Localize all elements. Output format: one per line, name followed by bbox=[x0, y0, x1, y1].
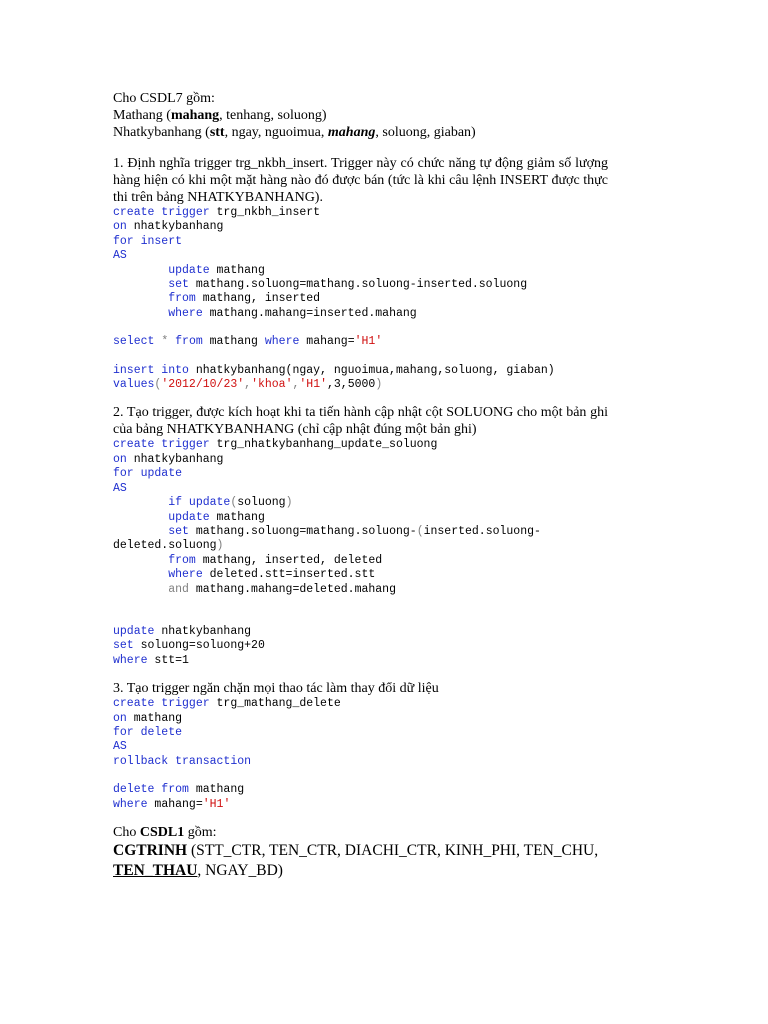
code-line: update mathang bbox=[168, 263, 265, 277]
question-3-text: 3. Tạo trigger ngăn chặn mọi thao tác làm thay đổi dữ liệu bbox=[113, 681, 439, 697]
foreign-key: mahang bbox=[327, 125, 376, 140]
code-line: for delete bbox=[113, 725, 183, 739]
code-line: create trigger trg_mathang_delete bbox=[113, 697, 341, 711]
code-line: where mahang='H1' bbox=[113, 797, 231, 811]
code-line: where deleted.stt=inserted.stt bbox=[168, 568, 376, 582]
primary-key: stt bbox=[209, 125, 225, 140]
schema-nhatkybanhang bbox=[113, 124, 713, 141]
code-line: create trigger trg_nkbh_insert bbox=[113, 206, 321, 219]
code-line: where stt=1 bbox=[113, 653, 189, 667]
code-line: values('2012/10/23','khoa','H1',3,5000) bbox=[113, 378, 383, 392]
schema-text: (STT_CTR, TEN_CTR, DIACHI_CTR, KINH_PHI, TEN_CHU, bbox=[187, 842, 599, 859]
code-line: on mathang bbox=[113, 711, 183, 725]
code-line: AS bbox=[113, 740, 127, 754]
schema-text: , tenhang, soluong) bbox=[219, 108, 327, 123]
csdl1-heading bbox=[113, 824, 713, 841]
code-block-3 bbox=[113, 697, 713, 812]
code-block-1 bbox=[113, 206, 713, 392]
code-line: from mathang, inserted bbox=[168, 292, 321, 306]
code-line: rollback transaction bbox=[113, 754, 252, 768]
code-line: AS bbox=[113, 481, 127, 495]
code-line: set soluong=soluong+20 bbox=[113, 639, 265, 653]
question-1-text: 1. Định nghĩa trigger trg_nkbh_insert. Trigger này có chức năng tự động giảm số lượng hàng hiện có khi một mặt hàng nào đó được bán (tức là khi câu lệnh INSERT được thực thi trên bảng NHATKYBANHANG). bbox=[113, 156, 608, 205]
code-line: on nhatkybanhang bbox=[113, 452, 224, 466]
heading-text: gồm: bbox=[184, 825, 217, 840]
schema-text: Nhatkybanhang ( bbox=[113, 125, 210, 140]
code-line: on nhatkybanhang bbox=[113, 220, 224, 234]
question-2-text: 2. Tạo trigger, được kích hoạt khi ta tiến hành cập nhật cột SOLUONG cho một bản ghi của bảng NHATKYBANHANG (chỉ cập nhật đúng một bản ghi) bbox=[113, 405, 608, 438]
code-line: select * from mathang where mahang='H1' bbox=[113, 335, 383, 349]
schema-cgtrinh-cont bbox=[113, 861, 713, 881]
code-line: set mathang.soluong=mathang.soluong-inserted.soluong bbox=[168, 278, 528, 292]
code-line: for insert bbox=[113, 234, 183, 248]
database-name: CSDL1 bbox=[139, 825, 185, 840]
code-line: insert into nhatkybanhang(ngay, nguoimua,mahang,soluong, giaban) bbox=[113, 363, 555, 377]
code-line: if update(soluong) bbox=[168, 496, 293, 510]
code-line: create trigger trg_nhatkybanhang_update_soluong bbox=[113, 438, 438, 452]
document-page bbox=[113, 90, 713, 881]
schema-cgtrinh bbox=[113, 841, 713, 861]
heading-text: Cho bbox=[113, 825, 140, 840]
schema-text: , NGAY_BD) bbox=[197, 862, 283, 879]
code-line: delete from mathang bbox=[113, 783, 245, 797]
code-line: and mathang.mahang=deleted.mahang bbox=[168, 582, 396, 596]
code-line: AS bbox=[113, 249, 127, 263]
code-block-2 bbox=[113, 438, 713, 668]
schema-text: Mathang ( bbox=[113, 108, 171, 123]
schema-mathang bbox=[113, 107, 713, 124]
code-line: update mathang bbox=[168, 510, 265, 524]
primary-key: TEN_THAU bbox=[113, 862, 198, 879]
code-line: update nhatkybanhang bbox=[113, 624, 252, 638]
code-line: from mathang, inserted, deleted bbox=[168, 553, 383, 567]
intro-line: Cho CSDL7 gồm: bbox=[113, 91, 215, 106]
code-line: where mathang.mahang=inserted.mahang bbox=[168, 306, 417, 320]
code-line: for update bbox=[113, 467, 183, 481]
table-name: CGTRINH bbox=[113, 842, 188, 859]
schema-text: , soluong, giaban) bbox=[375, 125, 476, 140]
code-line: deleted.soluong) bbox=[113, 539, 224, 553]
primary-key: mahang bbox=[170, 108, 220, 123]
code-line: set mathang.soluong=mathang.soluong-(inserted.soluong- bbox=[168, 524, 541, 538]
schema-text: , ngay, nguoimua, bbox=[224, 125, 328, 140]
